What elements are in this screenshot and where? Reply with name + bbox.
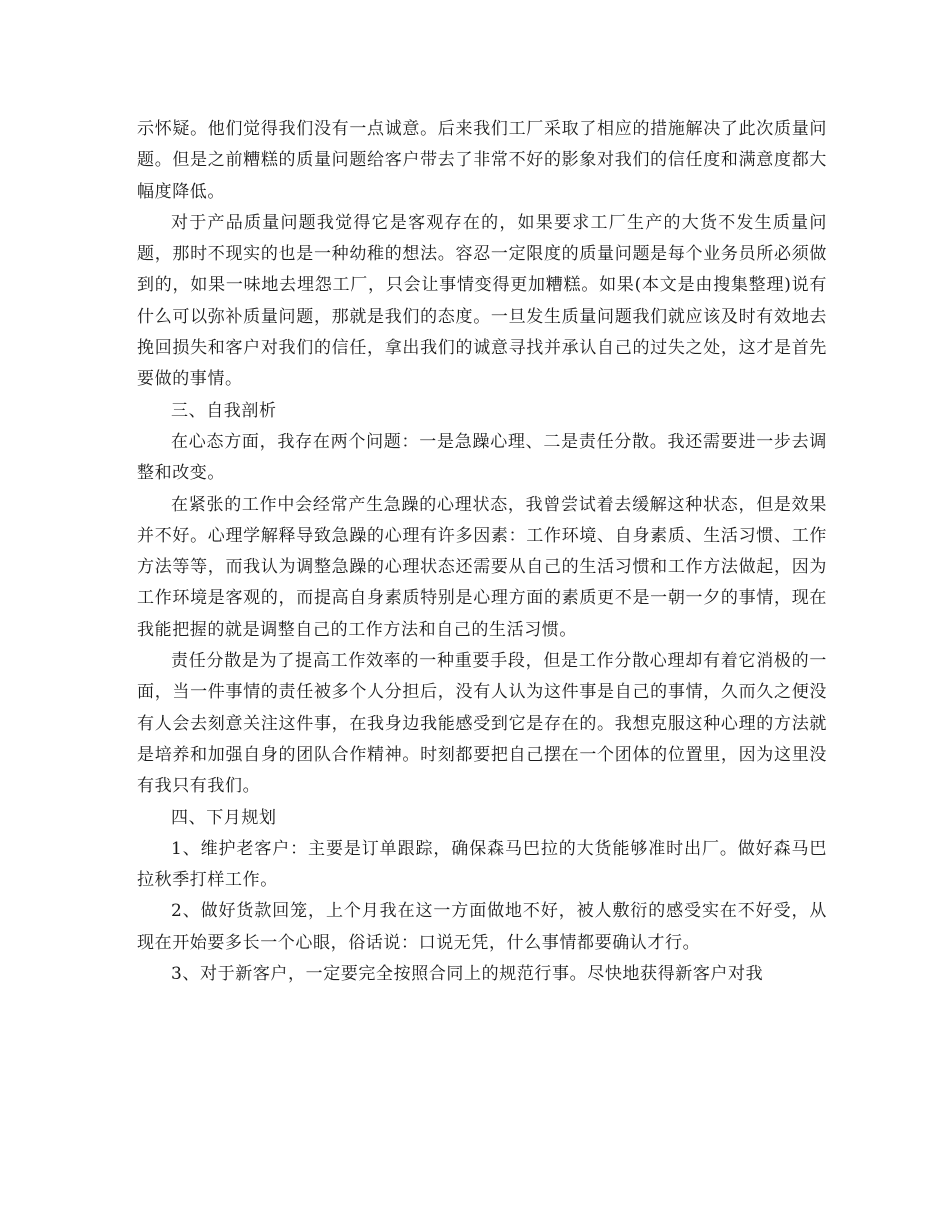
plan-item-1: 1、维护老客户：主要是订单跟踪，确保森马巴拉的大货能够准时出厂。做好森马巴拉秋季打样工作。 — [137, 838, 827, 891]
paragraph-quality-issues: 对于产品质量问题我觉得它是客观存在的，如果要求工厂生产的大货不发生质量问题，那时不现实的也是一种幼稚的想法。容忍一定限度的质量问题是每个业务员所必须做到的，如果一味地去埋怨工厂，只会让事情变得更加糟糕。如果(本文是由搜集整理)说有什么可以弥补质量问题，那就是我们的态度。一旦发生质量问题我们就应该及时有效地去挽回损失和客户对我们的信任，拿出我们的诚意寻找并承认自己的过失之处，这才是首先要做的事情。 — [137, 212, 827, 390]
paragraph-continued: 示怀疑。他们觉得我们没有一点诚意。后来我们工厂采取了相应的措施解决了此次质量问题。但是之前糟糕的质量问题给客户带去了非常不好的影象对我们的信任度和满意度都大幅度降低。 — [137, 119, 827, 202]
plan-item-3: 3、对于新客户，一定要完全按照合同上的规范行事。尽快地获得新客户对我 — [171, 964, 764, 985]
paragraph-mindset: 在心态方面，我存在两个问题：一是急躁心理、二是责任分散。我还需要进一步去调整和改变。 — [137, 431, 827, 484]
section-heading-self-analysis: 三、自我剖析 — [171, 400, 277, 421]
section-heading-next-month-plan: 四、下月规划 — [171, 807, 277, 828]
document-body — [137, 114, 827, 990]
plan-item-2: 2、做好货款回笼，上个月我在这一方面做地不好，被人敷衍的感受实在不好受，从现在开始要多长一个心眼，俗话说：口说无凭，什么事情都要确认才行。 — [137, 901, 827, 953]
paragraph-impatience: 在紧张的工作中会经常产生急躁的心理状态，我曾尝试着去缓解这种状态，但是效果并不好。心理学解释导致急躁的心理有许多因素：工作环境、自身素质、生活习惯、工作方法等等，而我认为调整急躁的心理状态还需要从自己的生活习惯和工作方法做起，因为工作环境是客观的，而提高自身素质特别是心理方面的素质更不是一朝一夕的事情，现在我能把握的就是调整自己的工作方法和自己的生活习惯。 — [137, 494, 827, 640]
paragraph-responsibility: 责任分散是为了提高工作效率的一种重要手段，但是工作分散心理却有着它消极的一面，当一件事情的责任被多个人分担后，没有人认为这件事是自己的事情，久而久之便没有人会去刻意关注这件事，在我身边我能感受到它是存在的。我想克服这种心理的方法就是培养和加强自身的团队合作精神。时刻都要把自己摆在一个团体的位置里，因为这里没有我只有我们。 — [137, 651, 827, 797]
